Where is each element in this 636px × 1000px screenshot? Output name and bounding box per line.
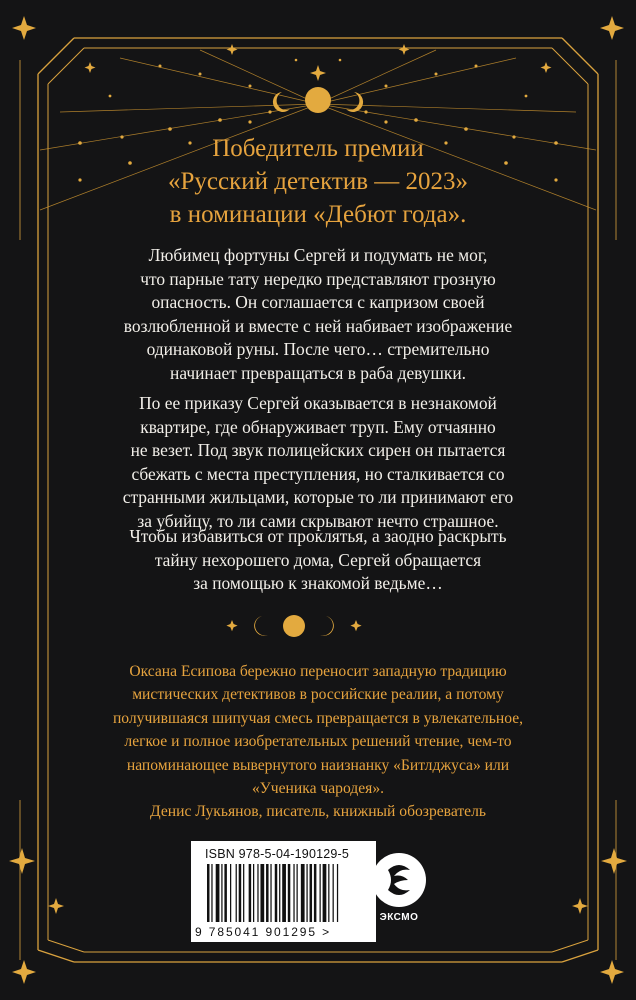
blurb-line: квартире, где обнаруживает труп. Ему отчаянно	[140, 416, 496, 437]
barcode-bar	[279, 864, 280, 922]
award-line: в номинации «Дебют года».	[169, 201, 467, 228]
barcode-bar	[270, 864, 271, 922]
barcode-bar	[275, 864, 278, 922]
barcode-bar	[253, 864, 254, 922]
barcode-digits: 9 785041 901295 >	[195, 925, 332, 939]
barcode-bar	[293, 864, 294, 922]
review-line: получившаяся шипучая смесь превращается в увлекательное,	[112, 709, 524, 727]
barcode-bar	[224, 864, 227, 922]
barcode-bars	[207, 864, 363, 922]
barcode-bar	[297, 864, 298, 922]
barcode-bar	[221, 864, 222, 922]
blurb-line: не везет. Под звук полицейских сирен он пытается	[130, 440, 506, 461]
barcode-bar	[239, 864, 242, 922]
review-line: легкое и полное изобретательных решений чтение, чем-то	[124, 733, 512, 751]
eksmo-logo-icon	[364, 850, 434, 910]
isbn-barcode	[191, 841, 376, 942]
blurb-line: тайну нехорошего дома, Сергей обращается	[154, 549, 482, 570]
review-line: мистических детективов в российские реалии, а потому	[132, 686, 504, 704]
barcode-bar	[328, 864, 329, 922]
review-line: «Ученика чародея».	[251, 780, 385, 798]
blurb-paragraph-3	[74, 525, 562, 596]
blurb-line: начинает превращаться в раба девушки.	[170, 362, 466, 383]
barcode-bar	[310, 864, 313, 922]
award-line: «Русский детектив — 2023»	[167, 168, 468, 195]
top-moons-icon	[273, 65, 363, 113]
publisher-name: ЭКСМО	[379, 912, 419, 923]
barcode-bar	[211, 864, 212, 922]
barcode-bar	[323, 864, 327, 922]
barcode-bar	[288, 864, 291, 922]
barcode-bar	[243, 864, 244, 922]
barcode-bar	[314, 864, 317, 922]
blurb-line: сбежать с места преступления, но сталкивается со	[131, 463, 505, 484]
blurb-line: одинаковой руны. После чего… стремительно	[146, 339, 490, 360]
isbn-label: ISBN 978-5-04-190129-5	[205, 847, 350, 861]
moon-divider-icon	[226, 615, 361, 637]
barcode-bar	[249, 864, 252, 922]
blurb-line: Чтобы избавиться от проклятья, а заодно раскрыть	[129, 526, 507, 546]
barcode-bar	[301, 864, 305, 922]
blurb-line: за помощью к знакомой ведьме…	[193, 573, 443, 594]
barcode-bar	[333, 864, 334, 922]
blurb-line: возлюбленной и вместе с ней набивает изображение	[123, 315, 513, 336]
review-line: Оксана Есипова бережно переносит западную традицию	[129, 663, 507, 680]
barcode-bar	[337, 864, 338, 922]
blurb-line: за убийцу, то ли сами скрывают нечто страшное.	[137, 510, 499, 531]
barcode-bar	[207, 864, 210, 922]
barcode-bar	[266, 864, 269, 922]
blurb-line: Любимец фортуны Сергей и подумать не мог,	[148, 245, 488, 265]
barcode-bar	[216, 864, 220, 922]
blurb-line: опасность. Он соглашается с капризом своей	[151, 292, 485, 313]
barcode-bar	[257, 864, 258, 922]
review-quote	[56, 660, 580, 824]
barcode-bar	[236, 864, 237, 922]
review-line: напоминающее вывернутого наизнанку «Битлджуса» или	[126, 756, 510, 774]
barcode-bar	[320, 864, 321, 922]
publisher-logo	[364, 850, 434, 930]
barcode-bar	[282, 864, 286, 922]
barcode-bar	[230, 864, 231, 922]
blurb-line: что парные тату нередко представляют грозную	[140, 268, 496, 289]
review-author: Денис Лукьянов, писатель, книжный обозреватель	[150, 803, 486, 821]
barcode-bar	[260, 864, 264, 922]
blurb-line: странными жильцами, которые то ли принимают его	[122, 487, 514, 508]
blurb-line: По ее приказу Сергей оказывается в незнакомой	[139, 393, 497, 413]
blurb-paragraph-2	[74, 392, 562, 534]
award-announcement	[60, 132, 576, 231]
barcode-bar	[306, 864, 307, 922]
award-line: Победитель премии	[212, 135, 424, 162]
blurb-paragraph-1	[74, 244, 562, 386]
